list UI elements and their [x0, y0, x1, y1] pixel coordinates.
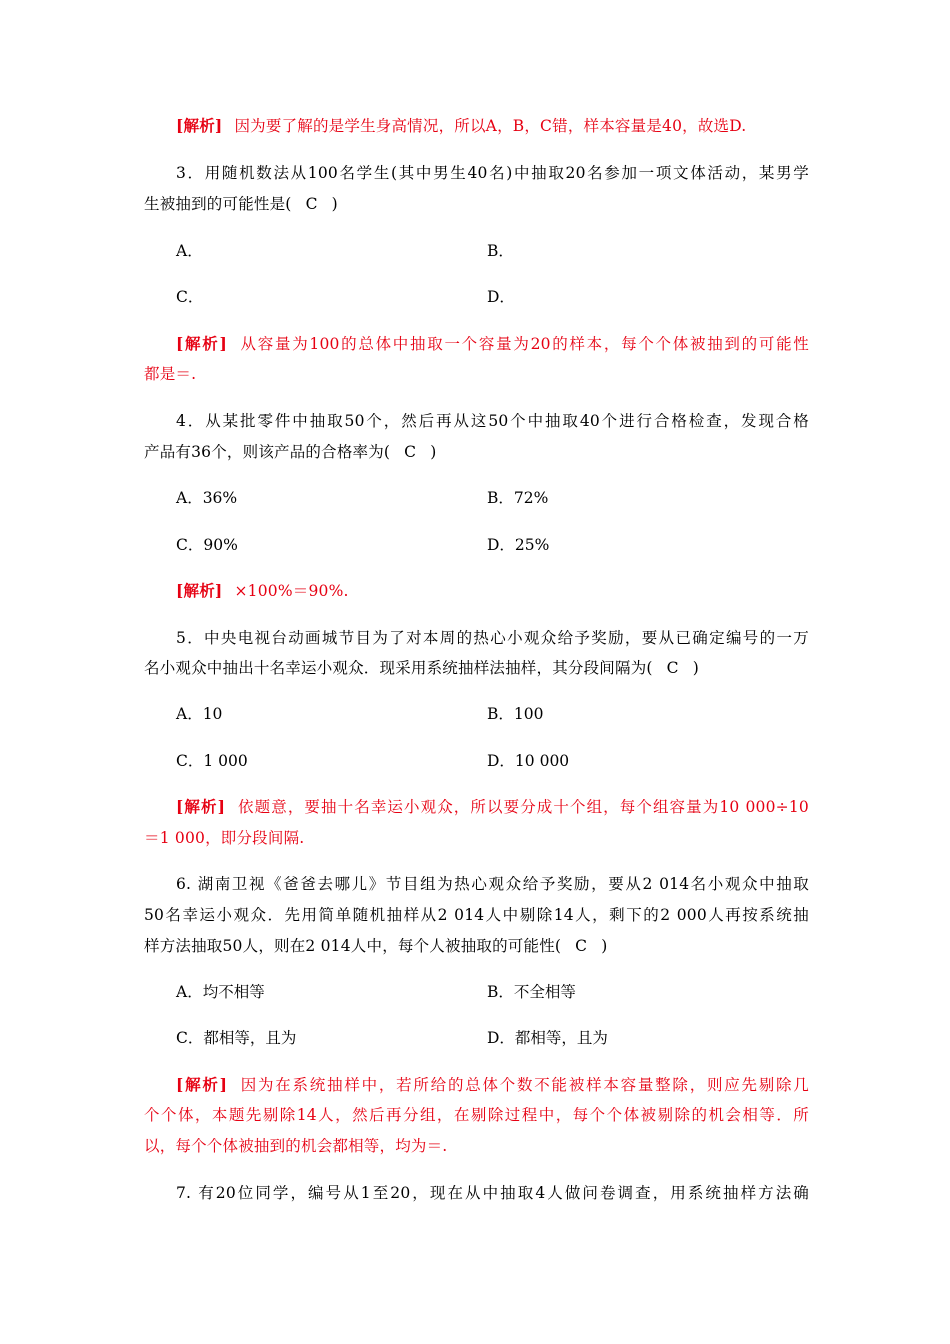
analysis-q2-text: 因为要了解的是学生身高情况，所以A，B，C错，样本容量是40，故选D.	[234, 117, 747, 135]
question-4-option-d: D．25%	[487, 536, 550, 554]
question-5-option-d: D．10 000	[487, 752, 570, 770]
question-6-line-3	[144, 936, 809, 956]
question-4-option-b: B．72%	[487, 489, 549, 507]
question-3-option-b: B．	[487, 242, 514, 260]
analysis-q4	[176, 581, 809, 601]
question-5-option-a: A．10	[176, 705, 223, 723]
analysis-tag: [解析]	[176, 797, 226, 816]
question-6-option-d: D．都相等，且为	[487, 1029, 608, 1047]
analysis-tag: [解析]	[176, 1075, 228, 1094]
analysis-q5-line-1	[176, 797, 809, 817]
analysis-q5-text-1: 依题意，要抽十名幸运小观众，所以要分成十个组，每个组容量为10 000÷10	[237, 798, 809, 816]
question-3-line-1: 3．用随机数法从100名学生(其中男生40名)中抽取20名参加一项文体活动，某男学	[176, 164, 809, 182]
question-3-option-d: D．	[487, 288, 515, 306]
analysis-tag: [解析]	[176, 581, 223, 600]
analysis-q5-line-2: ＝1 000，即分段间隔.	[144, 829, 305, 847]
question-3-answer: C	[305, 195, 318, 213]
question-6-option-c: C．都相等，且为	[176, 1029, 297, 1047]
question-6-option-b: B．不全相等	[487, 983, 576, 1001]
question-3-option-a: A．	[176, 242, 203, 260]
question-5-option-c: C．1 000	[176, 752, 248, 770]
question-6-answer: C	[575, 937, 588, 955]
analysis-q4-text: ×100%＝90%.	[234, 582, 349, 600]
question-3-stem-end: 生被抽到的可能性是(	[144, 195, 292, 213]
question-4-line-1: 4．从某批零件中抽取50个，然后再从这50个中抽取40个进行合格检查，发现合格	[176, 412, 809, 430]
analysis-q6-line-3: 以，每个个体被抽到的机会都相等，均为＝.	[144, 1137, 448, 1155]
analysis-q3-line-1	[176, 334, 809, 354]
question-4-answer: C	[404, 443, 417, 461]
question-4-line-2	[144, 442, 809, 462]
question-6-option-a: A．均不相等	[176, 983, 265, 1001]
question-5-answer: C	[666, 659, 679, 677]
question-3-paren-close: )	[331, 195, 338, 213]
question-6-paren-close: )	[601, 937, 608, 955]
question-4-option-c: C．90%	[176, 536, 238, 554]
analysis-q6-line-2: 个个体，本题先剔除14人，然后再分组，在剔除过程中，每个个体被剔除的机会相等．所	[144, 1106, 809, 1124]
question-4-option-a: A．36%	[176, 489, 238, 507]
question-6-line-2: 50名幸运小观众．先用简单随机抽样从2 014人中剔除14人，剩下的2 000人再按系统抽	[144, 906, 809, 924]
question-5-paren-close: )	[692, 659, 699, 677]
analysis-q6-text-1: 因为在系统抽样中，若所给的总体个数不能被样本容量整除，则应先剔除几	[239, 1076, 809, 1094]
analysis-q2	[176, 116, 809, 136]
question-5-line-1: 5．中央电视台动画城节目为了对本周的热心小观众给予奖励，要从已确定编号的一万	[176, 629, 809, 647]
question-5-option-b: B．100	[487, 705, 544, 723]
question-7-line-1: 7. 有20位同学，编号从1至20，现在从中抽取4人做问卷调查，用系统抽样方法确	[176, 1184, 809, 1202]
question-3-line-2	[144, 194, 809, 214]
question-4-paren-close: )	[430, 443, 437, 461]
analysis-tag: [解析]	[176, 116, 223, 135]
analysis-q3-line-2: 都是＝.	[144, 365, 197, 383]
question-4-stem-end: 产品有36个，则该产品的合格率为(	[144, 443, 391, 461]
analysis-q6-line-1	[176, 1075, 809, 1095]
analysis-q3-text-1: 从容量为100的总体中抽取一个容量为20的样本，每个个体被抽到的可能性	[239, 335, 809, 353]
question-6-stem-end: 样方法抽取50人，则在2 014人中，每个人被抽取的可能性(	[144, 937, 562, 955]
question-5-line-2	[144, 658, 809, 678]
question-3-option-c: C．	[176, 288, 204, 306]
analysis-tag: [解析]	[176, 334, 228, 353]
question-6-line-1: 6. 湖南卫视《爸爸去哪儿》节目组为热心观众给予奖励，要从2 014名小观众中抽取	[176, 875, 809, 893]
question-5-stem-end: 名小观众中抽出十名幸运小观众．现采用系统抽样法抽样，其分段间隔为(	[144, 659, 653, 677]
